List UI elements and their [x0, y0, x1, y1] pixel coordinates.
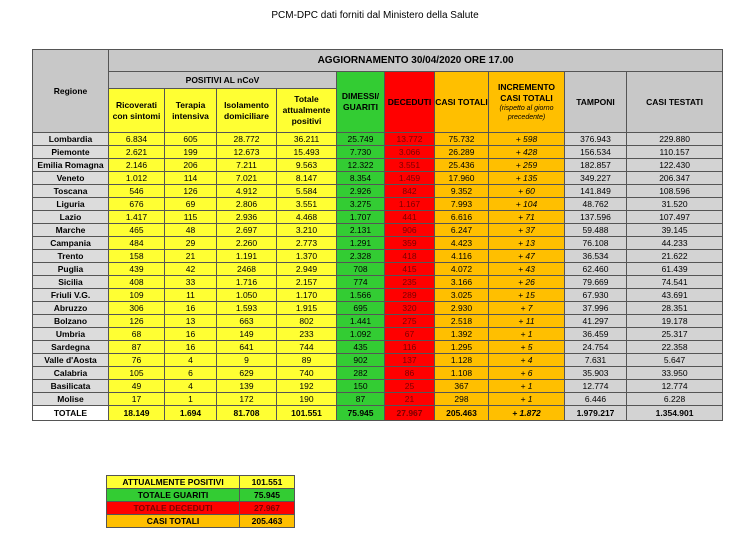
cell-incremento: + 37	[489, 224, 565, 237]
cell-isolamento: 2.806	[217, 198, 277, 211]
cell-totale-positivi: 2.157	[277, 276, 337, 289]
cell-totale-positivi: 8.147	[277, 172, 337, 185]
cell-dimessi: 282	[337, 367, 385, 380]
cell-dimessi: 708	[337, 263, 385, 276]
total-isolamento: 81.708	[217, 406, 277, 421]
total-casi-totali: 205.463	[435, 406, 489, 421]
table-row	[33, 354, 723, 367]
header-regione: Regione	[33, 50, 109, 133]
cell-casi-testati: 108.596	[627, 185, 723, 198]
cell-deceduti: 86	[385, 367, 435, 380]
cell-casi-totali: 1.392	[435, 328, 489, 341]
cell-deceduti: 137	[385, 354, 435, 367]
cell-regione: Emilia Romagna	[33, 159, 109, 172]
cell-dimessi: 902	[337, 354, 385, 367]
table-row	[33, 302, 723, 315]
table-row	[33, 263, 723, 276]
cell-dimessi: 1.291	[337, 237, 385, 250]
cell-regione: Lazio	[33, 211, 109, 224]
table-row	[33, 146, 723, 159]
cell-casi-testati: 74.541	[627, 276, 723, 289]
table-row	[33, 380, 723, 393]
header-incremento-label: INCREMENTO CASI TOTALI	[498, 82, 555, 103]
cell-tamponi: 35.903	[565, 367, 627, 380]
cell-casi-testati: 206.347	[627, 172, 723, 185]
cell-terapia: 115	[165, 211, 217, 224]
cell-casi-totali: 6.247	[435, 224, 489, 237]
cell-incremento: + 5	[489, 341, 565, 354]
cell-isolamento: 1.191	[217, 250, 277, 263]
cell-terapia: 16	[165, 302, 217, 315]
cell-deceduti: 415	[385, 263, 435, 276]
cell-deceduti: 13.772	[385, 133, 435, 146]
cell-tamponi: 76.108	[565, 237, 627, 250]
cell-casi-testati: 33.950	[627, 367, 723, 380]
cell-dimessi: 8.354	[337, 172, 385, 185]
cell-ricoverati: 6.834	[109, 133, 165, 146]
cell-ricoverati: 408	[109, 276, 165, 289]
cell-tamponi: 6.446	[565, 393, 627, 406]
cell-ricoverati: 2.146	[109, 159, 165, 172]
cell-terapia: 206	[165, 159, 217, 172]
table-row	[33, 393, 723, 406]
cell-isolamento: 12.673	[217, 146, 277, 159]
header-casi-testati: CASI TESTATI	[627, 72, 723, 133]
table-row	[33, 250, 723, 263]
table-row	[33, 185, 723, 198]
cell-isolamento: 7.211	[217, 159, 277, 172]
cell-totale-positivi: 1.170	[277, 289, 337, 302]
cell-terapia: 199	[165, 146, 217, 159]
cell-totale-positivi: 3.551	[277, 198, 337, 211]
cell-terapia: 48	[165, 224, 217, 237]
summary-label: CASI TOTALI	[107, 515, 240, 528]
header-isolamento: Isolamento domiciliare	[217, 89, 277, 133]
cell-casi-totali: 4.116	[435, 250, 489, 263]
cell-casi-testati: 6.228	[627, 393, 723, 406]
cell-isolamento: 2.697	[217, 224, 277, 237]
cell-regione: Sicilia	[33, 276, 109, 289]
total-incremento: + 1.872	[489, 406, 565, 421]
cell-isolamento: 2.936	[217, 211, 277, 224]
cell-dimessi: 150	[337, 380, 385, 393]
cell-tamponi: 156.534	[565, 146, 627, 159]
cell-incremento: + 13	[489, 237, 565, 250]
cell-tamponi: 41.297	[565, 315, 627, 328]
cell-casi-testati: 31.520	[627, 198, 723, 211]
cell-terapia: 33	[165, 276, 217, 289]
cell-deceduti: 289	[385, 289, 435, 302]
cell-dimessi: 2.328	[337, 250, 385, 263]
cell-regione: Toscana	[33, 185, 109, 198]
cell-incremento: + 135	[489, 172, 565, 185]
cell-casi-totali: 4.072	[435, 263, 489, 276]
table-row	[33, 328, 723, 341]
cell-terapia: 42	[165, 263, 217, 276]
total-regione: TOTALE	[33, 406, 109, 421]
cell-regione: Valle d'Aosta	[33, 354, 109, 367]
cell-ricoverati: 676	[109, 198, 165, 211]
cell-ricoverati: 68	[109, 328, 165, 341]
cell-casi-totali: 4.423	[435, 237, 489, 250]
cell-casi-totali: 3.025	[435, 289, 489, 302]
cell-regione: Sardegna	[33, 341, 109, 354]
summary-body	[107, 476, 295, 528]
cell-tamponi: 7.631	[565, 354, 627, 367]
summary-value: 75.945	[240, 489, 295, 502]
cell-casi-totali: 26.289	[435, 146, 489, 159]
summary-value: 27.967	[240, 502, 295, 515]
cell-incremento: + 104	[489, 198, 565, 211]
cell-ricoverati: 484	[109, 237, 165, 250]
cell-deceduti: 116	[385, 341, 435, 354]
header-aggiornamento: AGGIORNAMENTO 30/04/2020 ORE 17.00	[109, 50, 723, 72]
cell-regione: Liguria	[33, 198, 109, 211]
cell-totale-positivi: 15.493	[277, 146, 337, 159]
header-terapia: Terapia intensiva	[165, 89, 217, 133]
cell-incremento: + 11	[489, 315, 565, 328]
cell-isolamento: 172	[217, 393, 277, 406]
cell-casi-testati: 122.430	[627, 159, 723, 172]
cell-incremento: + 598	[489, 133, 565, 146]
cell-regione: Marche	[33, 224, 109, 237]
cell-terapia: 4	[165, 354, 217, 367]
header-casi-totali: CASI TOTALI	[435, 72, 489, 133]
cell-deceduti: 1.459	[385, 172, 435, 185]
cell-incremento: + 15	[489, 289, 565, 302]
cell-incremento: + 7	[489, 302, 565, 315]
cell-dimessi: 2.926	[337, 185, 385, 198]
cell-isolamento: 28.772	[217, 133, 277, 146]
header-positivi: POSITIVI AL nCoV	[109, 72, 337, 89]
cell-casi-totali: 9.352	[435, 185, 489, 198]
cell-deceduti: 842	[385, 185, 435, 198]
cell-incremento: + 1	[489, 328, 565, 341]
total-ricoverati: 18.149	[109, 406, 165, 421]
table-row	[33, 133, 723, 146]
summary-value: 101.551	[240, 476, 295, 489]
cell-casi-testati: 25.317	[627, 328, 723, 341]
cell-isolamento: 4.912	[217, 185, 277, 198]
total-totale-positivi: 101.551	[277, 406, 337, 421]
header-incremento-note: (rispetto al giorno precedente)	[499, 105, 554, 121]
cell-casi-testati: 44.233	[627, 237, 723, 250]
cell-dimessi: 87	[337, 393, 385, 406]
cell-totale-positivi: 2.949	[277, 263, 337, 276]
total-terapia: 1.694	[165, 406, 217, 421]
cell-isolamento: 149	[217, 328, 277, 341]
cell-isolamento: 629	[217, 367, 277, 380]
summary-label: ATTUALMENTE POSITIVI	[107, 476, 240, 489]
cell-incremento: + 1	[489, 380, 565, 393]
summary-value: 205.463	[240, 515, 295, 528]
cell-totale-positivi: 9.563	[277, 159, 337, 172]
cell-regione: Veneto	[33, 172, 109, 185]
cell-totale-positivi: 2.773	[277, 237, 337, 250]
summary-table	[106, 475, 295, 528]
cell-tamponi: 59.488	[565, 224, 627, 237]
cell-casi-totali: 2.930	[435, 302, 489, 315]
cell-totale-positivi: 233	[277, 328, 337, 341]
cell-regione: Friuli V.G.	[33, 289, 109, 302]
cell-casi-totali: 2.518	[435, 315, 489, 328]
cell-deceduti: 320	[385, 302, 435, 315]
cell-regione: Lombardia	[33, 133, 109, 146]
cell-deceduti: 3.551	[385, 159, 435, 172]
cell-dimessi: 1.441	[337, 315, 385, 328]
cell-regione: Bolzano	[33, 315, 109, 328]
cell-casi-totali: 3.166	[435, 276, 489, 289]
cell-ricoverati: 2.621	[109, 146, 165, 159]
cell-terapia: 1	[165, 393, 217, 406]
summary-label: TOTALE GUARITI	[107, 489, 240, 502]
cell-ricoverati: 546	[109, 185, 165, 198]
total-casi-testati: 1.354.901	[627, 406, 723, 421]
cell-incremento: + 43	[489, 263, 565, 276]
cell-dimessi: 25.749	[337, 133, 385, 146]
cell-regione: Calabria	[33, 367, 109, 380]
total-tamponi: 1.979.217	[565, 406, 627, 421]
cell-terapia: 69	[165, 198, 217, 211]
cell-terapia: 16	[165, 341, 217, 354]
cell-totale-positivi: 89	[277, 354, 337, 367]
table-row	[33, 289, 723, 302]
cell-isolamento: 2468	[217, 263, 277, 276]
cell-incremento: + 428	[489, 146, 565, 159]
cell-isolamento: 1.593	[217, 302, 277, 315]
cell-totale-positivi: 5.584	[277, 185, 337, 198]
header-ricoverati: Ricoverati con sintomi	[109, 89, 165, 133]
table-row	[33, 276, 723, 289]
table-row	[33, 224, 723, 237]
table-row	[33, 159, 723, 172]
cell-regione: Abruzzo	[33, 302, 109, 315]
cell-isolamento: 7.021	[217, 172, 277, 185]
cell-casi-testati: 5.647	[627, 354, 723, 367]
cell-isolamento: 139	[217, 380, 277, 393]
cell-ricoverati: 76	[109, 354, 165, 367]
summary-label: TOTALE DECEDUTI	[107, 502, 240, 515]
cell-deceduti: 441	[385, 211, 435, 224]
cell-tamponi: 24.754	[565, 341, 627, 354]
cell-dimessi: 12.322	[337, 159, 385, 172]
cell-totale-positivi: 1.370	[277, 250, 337, 263]
cell-casi-testati: 21.622	[627, 250, 723, 263]
cell-deceduti: 1.167	[385, 198, 435, 211]
cell-casi-testati: 28.351	[627, 302, 723, 315]
cell-casi-totali: 1.108	[435, 367, 489, 380]
cell-regione: Puglia	[33, 263, 109, 276]
cell-tamponi: 37.996	[565, 302, 627, 315]
table-row	[33, 367, 723, 380]
summary-row	[107, 476, 295, 489]
cell-casi-testati: 107.497	[627, 211, 723, 224]
cell-terapia: 126	[165, 185, 217, 198]
cell-casi-totali: 6.616	[435, 211, 489, 224]
cell-tamponi: 67.930	[565, 289, 627, 302]
cell-tamponi: 36.459	[565, 328, 627, 341]
cell-deceduti: 21	[385, 393, 435, 406]
cell-regione: Basilicata	[33, 380, 109, 393]
cell-dimessi: 1.707	[337, 211, 385, 224]
cell-deceduti: 359	[385, 237, 435, 250]
cell-ricoverati: 109	[109, 289, 165, 302]
cell-totale-positivi: 36.211	[277, 133, 337, 146]
cell-isolamento: 663	[217, 315, 277, 328]
summary-row	[107, 502, 295, 515]
table-body	[33, 133, 723, 421]
cell-casi-totali: 25.436	[435, 159, 489, 172]
cell-incremento: + 1	[489, 393, 565, 406]
cell-isolamento: 1.716	[217, 276, 277, 289]
cell-casi-testati: 110.157	[627, 146, 723, 159]
covid-data-table	[32, 49, 723, 421]
cell-terapia: 13	[165, 315, 217, 328]
cell-terapia: 21	[165, 250, 217, 263]
cell-casi-totali: 75.732	[435, 133, 489, 146]
cell-isolamento: 9	[217, 354, 277, 367]
table-row	[33, 341, 723, 354]
cell-regione: Molise	[33, 393, 109, 406]
cell-isolamento: 1.050	[217, 289, 277, 302]
summary-row	[107, 489, 295, 502]
cell-casi-testati: 22.358	[627, 341, 723, 354]
cell-casi-testati: 61.439	[627, 263, 723, 276]
cell-tamponi: 48.762	[565, 198, 627, 211]
cell-casi-testati: 39.145	[627, 224, 723, 237]
cell-tamponi: 137.596	[565, 211, 627, 224]
cell-regione: Umbria	[33, 328, 109, 341]
cell-deceduti: 275	[385, 315, 435, 328]
cell-casi-totali: 367	[435, 380, 489, 393]
cell-totale-positivi: 744	[277, 341, 337, 354]
cell-deceduti: 418	[385, 250, 435, 263]
table-row	[33, 211, 723, 224]
summary-row	[107, 515, 295, 528]
cell-tamponi: 36.534	[565, 250, 627, 263]
cell-incremento: + 6	[489, 367, 565, 380]
cell-casi-testati: 43.691	[627, 289, 723, 302]
header-tamponi: TAMPONI	[565, 72, 627, 133]
cell-isolamento: 641	[217, 341, 277, 354]
cell-deceduti: 235	[385, 276, 435, 289]
cell-dimessi: 1.092	[337, 328, 385, 341]
total-row	[33, 406, 723, 421]
cell-ricoverati: 306	[109, 302, 165, 315]
cell-totale-positivi: 190	[277, 393, 337, 406]
cell-regione: Piemonte	[33, 146, 109, 159]
table-row	[33, 315, 723, 328]
cell-tamponi: 376.943	[565, 133, 627, 146]
cell-ricoverati: 439	[109, 263, 165, 276]
cell-casi-totali: 7.993	[435, 198, 489, 211]
cell-casi-testati: 19.178	[627, 315, 723, 328]
cell-casi-testati: 12.774	[627, 380, 723, 393]
header-incremento	[489, 72, 565, 133]
cell-regione: Campania	[33, 237, 109, 250]
cell-ricoverati: 158	[109, 250, 165, 263]
table-row	[33, 172, 723, 185]
cell-incremento: + 26	[489, 276, 565, 289]
cell-casi-totali: 298	[435, 393, 489, 406]
cell-totale-positivi: 192	[277, 380, 337, 393]
cell-terapia: 605	[165, 133, 217, 146]
cell-ricoverati: 1.417	[109, 211, 165, 224]
cell-terapia: 29	[165, 237, 217, 250]
cell-incremento: + 259	[489, 159, 565, 172]
cell-totale-positivi: 4.468	[277, 211, 337, 224]
cell-terapia: 6	[165, 367, 217, 380]
cell-terapia: 16	[165, 328, 217, 341]
cell-tamponi: 12.774	[565, 380, 627, 393]
table-row	[33, 237, 723, 250]
cell-ricoverati: 465	[109, 224, 165, 237]
cell-dimessi: 435	[337, 341, 385, 354]
total-dimessi: 75.945	[337, 406, 385, 421]
cell-ricoverati: 49	[109, 380, 165, 393]
cell-incremento: + 4	[489, 354, 565, 367]
cell-ricoverati: 87	[109, 341, 165, 354]
cell-isolamento: 2.260	[217, 237, 277, 250]
cell-tamponi: 349.227	[565, 172, 627, 185]
cell-deceduti: 67	[385, 328, 435, 341]
cell-ricoverati: 17	[109, 393, 165, 406]
cell-terapia: 4	[165, 380, 217, 393]
cell-ricoverati: 1.012	[109, 172, 165, 185]
cell-tamponi: 62.460	[565, 263, 627, 276]
cell-casi-totali: 17.960	[435, 172, 489, 185]
cell-terapia: 11	[165, 289, 217, 302]
cell-incremento: + 71	[489, 211, 565, 224]
cell-totale-positivi: 3.210	[277, 224, 337, 237]
cell-terapia: 114	[165, 172, 217, 185]
cell-dimessi: 1.566	[337, 289, 385, 302]
cell-totale-positivi: 740	[277, 367, 337, 380]
total-deceduti: 27.967	[385, 406, 435, 421]
table-row	[33, 198, 723, 211]
cell-totale-positivi: 802	[277, 315, 337, 328]
cell-incremento: + 47	[489, 250, 565, 263]
cell-dimessi: 2.131	[337, 224, 385, 237]
cell-deceduti: 25	[385, 380, 435, 393]
cell-casi-testati: 229.880	[627, 133, 723, 146]
cell-dimessi: 695	[337, 302, 385, 315]
cell-casi-totali: 1.128	[435, 354, 489, 367]
cell-incremento: + 60	[489, 185, 565, 198]
cell-dimessi: 3.275	[337, 198, 385, 211]
cell-ricoverati: 126	[109, 315, 165, 328]
cell-tamponi: 182.857	[565, 159, 627, 172]
cell-casi-totali: 1.295	[435, 341, 489, 354]
cell-deceduti: 3.066	[385, 146, 435, 159]
cell-dimessi: 774	[337, 276, 385, 289]
cell-tamponi: 79.669	[565, 276, 627, 289]
cell-totale-positivi: 1.915	[277, 302, 337, 315]
cell-ricoverati: 105	[109, 367, 165, 380]
header-deceduti: DECEDUTI	[385, 72, 435, 133]
cell-tamponi: 141.849	[565, 185, 627, 198]
header-totale-positivi: Totale attualmente positivi	[277, 89, 337, 133]
cell-dimessi: 7.730	[337, 146, 385, 159]
cell-regione: Trento	[33, 250, 109, 263]
cell-deceduti: 906	[385, 224, 435, 237]
header-dimessi: DIMESSI/ GUARITI	[337, 72, 385, 133]
page-title: PCM-DPC dati forniti dal Ministero della Salute	[271, 10, 479, 21]
